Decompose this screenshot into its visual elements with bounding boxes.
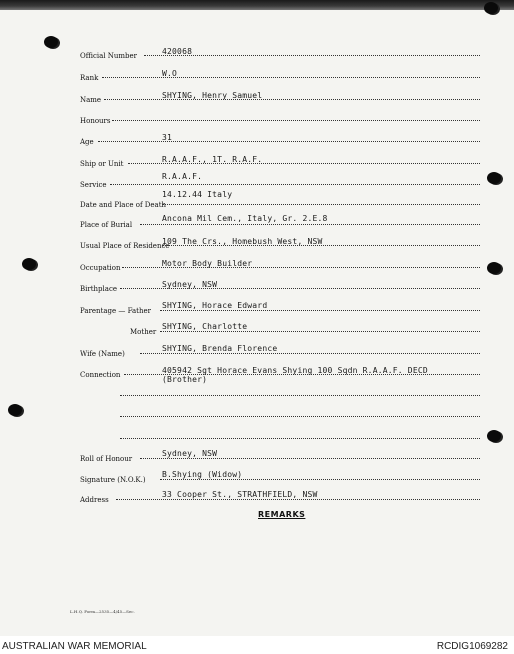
usual-residence-label: Usual Place of Residence bbox=[80, 242, 170, 250]
father-value: SHYING, Horace Edward bbox=[162, 301, 268, 310]
mother-value: SHYING, Charlotte bbox=[162, 322, 248, 331]
name-label: Name bbox=[80, 96, 102, 104]
dotted-line bbox=[120, 436, 480, 439]
connection-label: Connection bbox=[80, 371, 121, 379]
wife-label: Wife (Name) bbox=[80, 350, 125, 358]
dotted-line bbox=[98, 139, 480, 142]
dotted-line bbox=[162, 202, 480, 205]
punch-hole bbox=[44, 36, 58, 48]
date-place-death-label: Date and Place of Death bbox=[80, 201, 167, 209]
dotted-line bbox=[144, 53, 480, 56]
date-place-death-value: 14.12.44 Italy bbox=[162, 190, 233, 199]
punch-hole bbox=[487, 430, 501, 442]
honours-label: Honours bbox=[80, 117, 111, 125]
remarks-heading: REMARKS bbox=[258, 510, 306, 519]
punch-hole bbox=[487, 262, 501, 274]
roll-of-honour-label: Roll of Honour bbox=[80, 455, 133, 463]
rank-value: W.O bbox=[162, 69, 178, 78]
age-value: 31 bbox=[162, 133, 173, 142]
wife-value: SHYING, Brenda Florence bbox=[162, 344, 278, 353]
mother-label: Mother bbox=[130, 328, 157, 336]
service-label: Service bbox=[80, 181, 107, 189]
age-label: Age bbox=[80, 138, 94, 146]
birthplace-value: Sydney, NSW bbox=[162, 280, 218, 289]
footer-record-id: RCDIG1069282 bbox=[436, 641, 508, 652]
punch-hole bbox=[22, 258, 36, 270]
official-number-value: 420068 bbox=[162, 47, 193, 56]
dotted-line bbox=[104, 97, 480, 100]
address-label: Address bbox=[80, 496, 109, 504]
official-number-label: Official Number bbox=[80, 52, 137, 60]
ship-or-unit-value: R.A.A.F., 1T. R.A.F. bbox=[162, 155, 263, 164]
address-value: 33 Cooper St., STRATHFIELD, NSW bbox=[162, 490, 318, 499]
dotted-line bbox=[110, 182, 480, 185]
rank-label: Rank bbox=[80, 74, 99, 82]
form-reference: L.H.Q. Form—2535—4/45—Sec. bbox=[70, 609, 135, 614]
ship-or-unit-label: Ship or Unit bbox=[80, 160, 124, 168]
birthplace-label: Birthplace bbox=[80, 285, 118, 293]
connection-value-line2: (Brother) bbox=[162, 375, 208, 384]
footer-institution: AUSTRALIAN WAR MEMORIAL bbox=[2, 641, 147, 652]
dotted-line bbox=[102, 75, 480, 78]
dotted-line bbox=[120, 393, 480, 396]
signature-label: Signature (N.O.K.) bbox=[80, 476, 146, 484]
punch-hole bbox=[487, 172, 501, 184]
name-value: SHYING, Henry Samuel bbox=[162, 91, 263, 100]
signature-value: B.Shying (Widow) bbox=[162, 470, 243, 479]
occupation-label: Occupation bbox=[80, 264, 121, 272]
place-of-burial-label: Place of Burial bbox=[80, 221, 133, 229]
dotted-line bbox=[120, 414, 480, 417]
archive-footer bbox=[0, 638, 514, 654]
connection-value: 405942 Sgt Horace Evans Shying 100 Sqdn R.A.A.F. DECD bbox=[162, 366, 428, 375]
dotted-line bbox=[112, 118, 480, 121]
punch-hole bbox=[484, 2, 498, 14]
place-of-burial-value: Ancona Mil Cem., Italy, Gr. 2.E.8 bbox=[162, 214, 328, 223]
roll-of-honour-value: Sydney, NSW bbox=[162, 449, 218, 458]
punch-hole bbox=[8, 404, 22, 416]
service-value: R.A.A.F. bbox=[162, 172, 203, 181]
father-label: Parentage — Father bbox=[80, 307, 151, 315]
occupation-value: Motor Body Builder bbox=[162, 259, 253, 268]
usual-residence-value: 109 The Crs., Homebush West, NSW bbox=[162, 237, 323, 246]
